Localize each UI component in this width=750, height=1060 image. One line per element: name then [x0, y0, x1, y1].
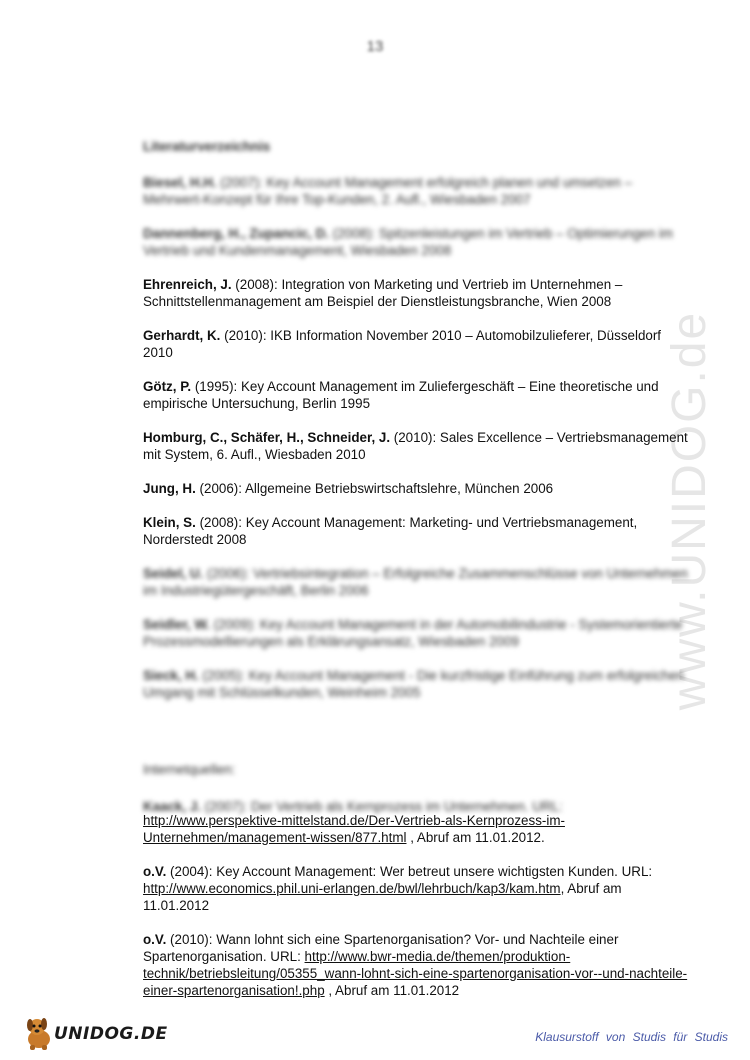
- reference-author: Klein, S.: [143, 515, 196, 530]
- reference-author: Gerhardt, K.: [143, 328, 221, 343]
- document-body: [143, 138, 688, 1016]
- internet-sources-heading: Internetquellen:: [143, 762, 236, 777]
- reference-author: Seidler, W.: [143, 617, 210, 632]
- reference-author: Götz, P.: [143, 379, 192, 394]
- reference-author: Seidel, U.: [143, 566, 204, 581]
- reference-text: (2008): Integration von Marketing und Vertrieb im Unternehmen – Schnittstellenmanagement am Beispiel der Dienstleistungsbranche, Wien 2008: [143, 277, 623, 309]
- reference-entry: [143, 174, 688, 208]
- reference-entry: [143, 429, 688, 463]
- reference-entry: [143, 514, 688, 548]
- reference-author: Kaack, J.: [143, 799, 202, 814]
- reference-author: Jung, H.: [143, 481, 196, 496]
- reference-entry: [143, 378, 688, 412]
- watermark-text: www.UNIDOG.de: [663, 310, 717, 710]
- reference-entry: [143, 616, 688, 650]
- reference-entry: [143, 565, 688, 599]
- reference-accessed: , Abruf am 11.01.2012: [143, 881, 622, 913]
- reference-text: (2004): Key Account Management: Wer betreut unsere wichtigsten Kunden. URL:: [166, 864, 653, 879]
- reference-entry-kaack: [143, 798, 688, 846]
- literature-list: [143, 174, 688, 701]
- unidog-logo[interactable]: [22, 1014, 168, 1052]
- reference-entry-ov-2010: [143, 931, 688, 999]
- reference-accessed: , Abruf am 11.01.2012: [324, 983, 460, 998]
- reference-link-ov-2004[interactable]: http://www.economics.phil.uni-erlangen.de/bwl/lehrbuch/kap3/kam.htm: [143, 881, 561, 896]
- reference-text: (2008): Key Account Management: Marketing- und Vertriebsmanagement, Norderstedt 2008: [143, 515, 638, 547]
- reference-text: (2006): Allgemeine Betriebswirtschaftslehre, München 2006: [195, 481, 554, 496]
- reference-text: (2010): Wann lohnt sich eine Spartenorganisation? Vor- und Nachteile einer Spartenorganisation. URL:: [143, 932, 619, 964]
- dog-mascot-icon: [22, 1014, 56, 1052]
- logo-text: UNIDOG.DE: [54, 1024, 168, 1044]
- reference-text: (2010): Sales Excellence – Vertriebsmanagement mit System, 6. Aufl., Wiesbaden 2010: [143, 430, 688, 462]
- reference-author: Homburg, C., Schäfer, H., Schneider, J.: [143, 430, 391, 445]
- reference-link-kaack-line1[interactable]: http://www.perspektive-mittelstand.de/Der-Vertrieb-als-Kernprozess-im-: [143, 813, 565, 828]
- reference-author: o.V.: [143, 932, 167, 947]
- footer-tagline: Klausurstoff von Studis für Studis: [535, 1030, 728, 1044]
- reference-text: (2007): Der Vertrieb als Kernprozess im Unternehmen. URL:: [201, 799, 563, 814]
- reference-link-kaack-line2[interactable]: Unternehmen/management-wissen/877.html: [143, 830, 407, 845]
- reference-entry: [143, 225, 688, 259]
- reference-author: Ehrenreich, J.: [143, 277, 232, 292]
- reference-text: (2008): Spitzenleistungen im Vertrieb – Optimierungen im Vertrieb und Kundenmanagement, Wiesbaden 2008: [143, 226, 673, 258]
- reference-text: (2010): IKB Information November 2010 – Automobilzulieferer, Düsseldorf 2010: [143, 328, 662, 360]
- reference-text: (2006): Vertriebsintegration – Erfolgreiche Zusammenschlüsse von Unternehmen im Industriegütergeschäft, Berlin 2006: [143, 566, 688, 598]
- reference-entry: [143, 327, 688, 361]
- reference-text: (1995): Key Account Management im Zuliefergeschäft – Eine theoretische und empirische Untersuchung, Berlin 1995: [143, 379, 659, 411]
- reference-author: Sieck, H.: [143, 668, 199, 683]
- reference-link-ov-2010[interactable]: http://www.bwr-media.de/themen/produktion-technik/betriebsleitung/05355_wann-lohnt-sich-eine-spartenorganisation-vor--und-nachteile-einer-spartenorganisation!.php: [143, 949, 688, 998]
- page-number: 13: [366, 38, 384, 55]
- reference-entry-ov-2004: [143, 863, 688, 914]
- reference-accessed: , Abruf am 11.01.2012.: [406, 830, 545, 845]
- reference-text: (2009): Key Account Management in der Automobilindustrie - Systemorientierte Prozessmodellierungen als Erklärungsansatz, Wiesbaden 2009: [143, 617, 683, 649]
- reference-entry: [143, 667, 688, 701]
- reference-kaack-title: [143, 798, 688, 815]
- reference-entry: [143, 276, 688, 310]
- reference-kaack-url: [143, 812, 688, 846]
- reference-text: (2005): Key Account Management - Die kurzfristige Einführung zum erfolgreichen Umgang mit Schlüsselkunden, Weinheim 2005: [143, 668, 685, 700]
- reference-entry: [143, 480, 688, 497]
- reference-author: Biesel, H.H.: [143, 175, 217, 190]
- reference-text: (2007): Key Account Management erfolgreich planen und umsetzen – Mehrwert-Konzept für Ihre Top-Kunden, 2. Aufl., Wiesbaden 2007: [143, 175, 633, 207]
- reference-author: o.V.: [143, 864, 167, 879]
- reference-author: Dannenberg, H., Zupancic, D.: [143, 226, 330, 241]
- literature-heading: Literaturverzeichnis: [143, 139, 271, 154]
